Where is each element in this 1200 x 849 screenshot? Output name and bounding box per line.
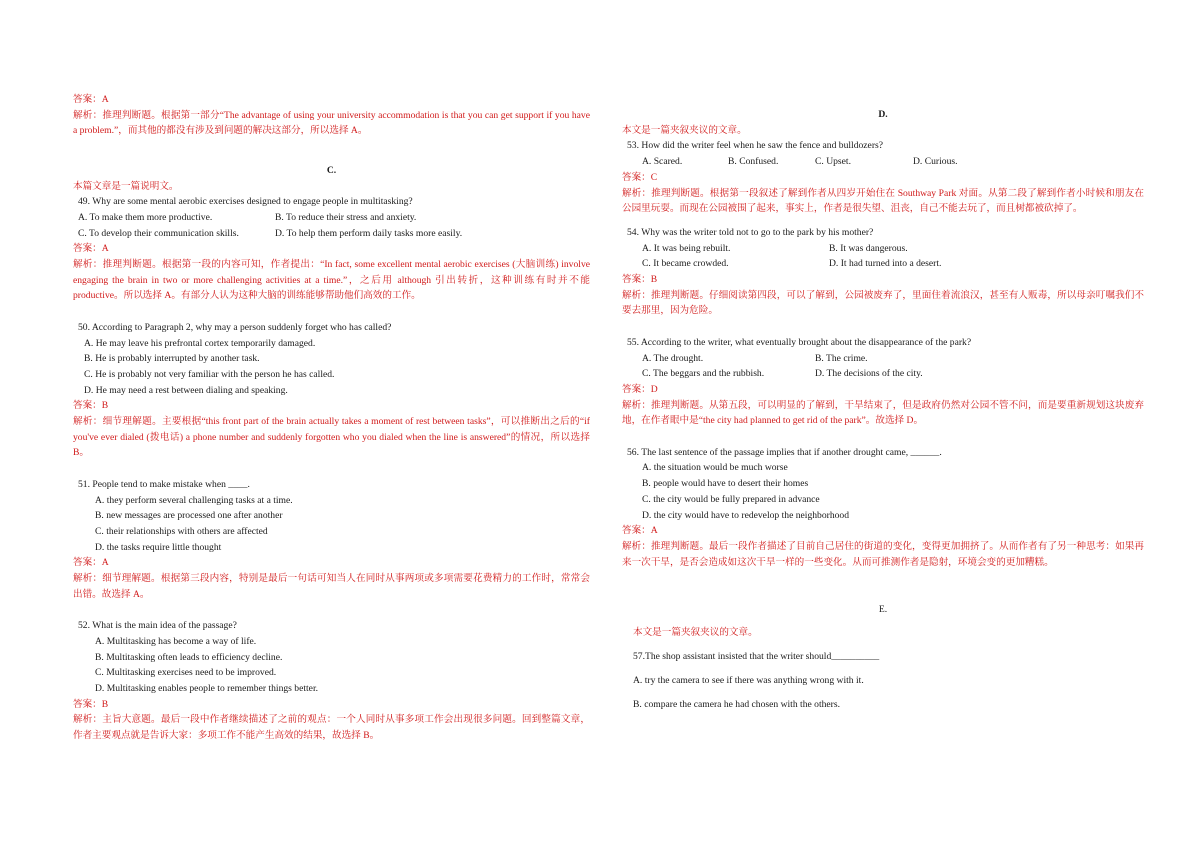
- answer-53: 答案：C: [622, 171, 658, 183]
- option-56-a: A. the situation would be much worse: [642, 462, 788, 474]
- options-49-row2: [73, 226, 590, 242]
- analysis-56: 解析：推理判断题。最后一段作者描述了目前自己居住的街道的变化，变得更加拥挤了。从而作者有了另一种思考：如果再来一次干旱，是否会造成如这次干旱一样的一些变化。从而可推测作者是隐射，环境会变的更加糟糕。: [622, 540, 1144, 568]
- option-49-b: B. To reduce their stress and anxiety.: [275, 211, 417, 223]
- option-57-b: B. compare the camera he had chosen with the others.: [633, 698, 840, 710]
- options-54-row2: [622, 256, 1144, 272]
- option-51-b: B. new messages are processed one after another: [95, 510, 283, 522]
- option-49-d: D. To help them perform daily tasks more easily.: [275, 227, 463, 239]
- option-53-d: D. Curious.: [913, 156, 958, 168]
- option-56-d: D. the city would have to redevelop the neighborhood: [642, 509, 850, 521]
- answer-50: 答案：B: [73, 400, 109, 412]
- options-54-row1: [622, 241, 1144, 257]
- option-53-b: B. Confused.: [728, 156, 779, 168]
- option-55-c: C. The beggars and the rubbish.: [642, 368, 765, 380]
- option-53-c: C. Upset.: [815, 156, 851, 168]
- question-55: 55. According to the writer, what eventually brought about the disappearance of the park?: [627, 336, 972, 348]
- option-52-a: A. Multitasking has become a way of life.: [95, 635, 257, 647]
- question-49: 49. Why are some mental aerobic exercises designed to engage people in multitasking?: [78, 196, 413, 208]
- analysis-51: 解析：细节理解题。根据第三段内容，特别是最后一句话可知当人在同时从事两项或多项需要花费精力的工作时，常常会出错。故选择 A。: [73, 573, 590, 600]
- analysis-55: 解析：推理判断题。从第五段，可以明显的了解到，干旱结束了，但是政府仍然对公园不管不问，而是要重新规划这块废弃地，在作者眼中是“the city had planned to get rid of the park”。故选择 D。: [622, 399, 1144, 427]
- option-56-b: B. people would have to desert their homes: [642, 478, 809, 490]
- answer-52: 答案：B: [73, 698, 109, 710]
- analysis-48: 解析：推理判断题。根据第一部分“The advantage of using your university accommodation is that you can get support if you have a problem.”，而其他的都没有涉及到问题的解决这部分，所以选择 A。: [73, 109, 590, 137]
- question-52: 52. What is the main idea of the passage?: [78, 620, 237, 632]
- option-56-c: C. the city would be fully prepared in advance: [642, 493, 820, 505]
- option-50-c: C. He is probably not very familiar with the person he has called.: [84, 368, 335, 380]
- right-column: [622, 107, 1144, 712]
- question-51: 51. People tend to make mistake when ____.: [78, 478, 250, 490]
- question-57: 57.The shop assistant insisted that the writer should__________: [633, 651, 880, 663]
- analysis-54: 解析：推理判断题。仔细阅读第四段，可以了解到，公园被废弃了，里面住着流浪汉，甚至有人贩毒，所以母亲叮嘱我们不要去那里，因为危险。: [622, 289, 1144, 317]
- option-54-d: D. It had turned into a desert.: [829, 258, 942, 270]
- options-55-row1: [622, 351, 1144, 367]
- analysis-52: 解析：主旨大意题。最后一段中作者继续描述了之前的观点：一个人同时从事多项工作会出现很多问题。回到整篇文章，作者主要观点就是告诉大家：多项工作不能产生高效的结果，故选择 B。: [73, 714, 590, 742]
- option-55-d: D. The decisions of the city.: [815, 368, 923, 380]
- option-51-a: A. they perform several challenging tasks at a time.: [95, 494, 293, 506]
- option-53-a: A. Scared.: [642, 156, 683, 168]
- option-49-c: C. To develop their communication skills.: [78, 227, 239, 239]
- option-54-b: B. It was dangerous.: [829, 242, 908, 254]
- left-column: [73, 92, 590, 744]
- analysis-49: 解析：推理判断题。根据第一段的内容可知，作者提出：“In fact, some excellent mental aerobic exercises (大脑训练) involve engaging the brain in two or more challenging activities at a time.”，之后用 although 引出转折，这种训练有时并不能 productive。所以选择 A。有部分人认为这种大脑的训练能够帮助他们高效的工作。: [73, 259, 590, 302]
- option-52-b: B. Multitasking often leads to efficiency decline.: [95, 651, 283, 663]
- analysis-50: 解析：细节理解题。主要根据“this front part of the brain actually takes a moment of rest between tasks”，可以推断出之后的“if you've ever dialed (拨电话) a phone number and suddenly forgotten who you dialed when the line is answered”的情况，所以选择 B。: [73, 416, 590, 459]
- answer-56: 答案：A: [622, 525, 658, 537]
- option-55-a: A. The drought.: [642, 352, 704, 364]
- analysis-53: 解析：推理判断题。根据第一段叙述了解到作者从四岁开始住在 Southway Park 对面。从第二段了解到作者小时候和朋友在公园里玩耍。而现在公园被围了起来，事实上，作者是很失望、沮丧，自己不能去玩了，而且树都被砍掉了。: [622, 187, 1144, 215]
- option-57-a: A. try the camera to see if there was anything wrong with it.: [633, 674, 864, 686]
- section-title-d: D.: [878, 109, 888, 120]
- section-title-c: C.: [326, 164, 337, 176]
- options-49-row1: [73, 210, 590, 226]
- answer-49: 答案：A: [73, 243, 109, 255]
- option-51-c: C. their relationships with others are affected: [95, 525, 268, 537]
- option-50-b: B. He is probably interrupted by another task.: [84, 353, 260, 365]
- options-55-row2: [622, 366, 1144, 382]
- question-53: 53. How did the writer feel when he saw the fence and bulldozers?: [627, 140, 884, 152]
- question-50: 50. According to Paragraph 2, why may a person suddenly forget who has called?: [78, 321, 392, 333]
- question-54: 54. Why was the writer told not to go to the park by his mother?: [627, 226, 874, 238]
- option-50-d: D. He may need a rest between dialing and speaking.: [84, 384, 288, 396]
- answer-48: 答案：A: [73, 94, 109, 105]
- section-intro-c: 本篇文章是一篇说明文。: [73, 180, 179, 192]
- option-54-a: A. It was being rebuilt.: [642, 242, 731, 254]
- option-54-c: C. It became crowded.: [642, 258, 729, 270]
- answer-55: 答案：D: [622, 383, 658, 395]
- answer-54: 答案：B: [622, 274, 658, 286]
- options-53: [622, 154, 1144, 170]
- section-title-e: E.: [878, 603, 888, 615]
- section-intro-e: 本文是一篇夹叙夹议的文章。: [633, 627, 758, 639]
- answer-51: 答案：A: [73, 557, 109, 569]
- option-52-d: D. Multitasking enables people to remember things better.: [95, 682, 319, 694]
- option-51-d: D. the tasks require little thought: [95, 541, 222, 553]
- option-49-a: A. To make them more productive.: [78, 211, 213, 223]
- option-55-b: B. The crime.: [815, 352, 868, 364]
- section-intro-d: 本文是一篇夹叙夹议的文章。: [622, 124, 747, 136]
- option-52-c: C. Multitasking exercises need to be improved.: [95, 667, 277, 679]
- question-56: 56. The last sentence of the passage implies that if another drought came, ______.: [627, 446, 942, 458]
- option-50-a: A. He may leave his prefrontal cortex temporarily damaged.: [84, 337, 316, 349]
